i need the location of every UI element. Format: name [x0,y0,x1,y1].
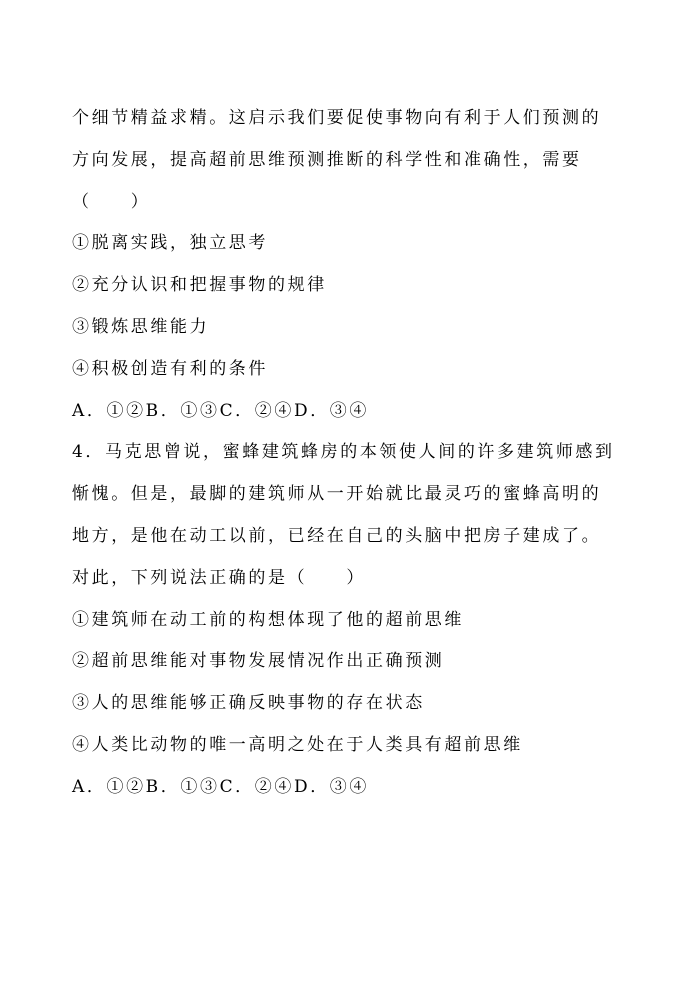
question-3-answer-choices: A．①②B．①③C．②④D．③④ [72,400,370,421]
question-3 [72,98,632,432]
question-4-stem-line-4: 对此，下列说法正确的是（ ） [72,567,366,588]
question-4-stem-line-1: 4．马克思曾说，蜜蜂建筑蜂房的本领使人间的许多建筑师感到 [72,442,615,463]
question-4-stem-line-2: 惭愧。但是，最脚的建筑师从一开始就比最灵巧的蜜蜂高明的 [72,484,602,505]
question-4-stem-line-3: 地方，是他在动工以前，已经在自己的头脑中把房子建成了。 [72,525,602,546]
question-4-option-4: ④人类比动物的唯一高明之处在于人类具有超前思维 [72,734,523,755]
question-4-answer-choices: A．①②B．①③C．②④D．③④ [72,776,370,797]
question-4-option-2: ②超前思维能对事物发展情况作出正确预测 [72,651,445,672]
question-4 [72,432,632,808]
question-4-option-1: ①建筑师在动工前的构想体现了他的超前思维 [72,609,464,630]
question-3-option-3: ③锻炼思维能力 [72,316,210,337]
question-3-option-4: ④积极创造有利的条件 [72,358,268,379]
question-3-option-1: ①脱离实践，独立思考 [72,233,268,254]
question-3-stem-line-2: 方向发展，提高超前思维预测推断的科学性和准确性，需要 [72,149,582,170]
question-4-option-3: ③人的思维能够正确反映事物的存在状态 [72,693,425,714]
document-page [72,98,632,809]
question-3-option-2: ②充分认识和把握事物的规律 [72,275,327,296]
question-3-stem-line-3: （ ） [72,191,151,212]
question-3-stem-line-1: 个细节精益求精。这启示我们要促使事物向有利于人们预测的 [72,108,602,128]
